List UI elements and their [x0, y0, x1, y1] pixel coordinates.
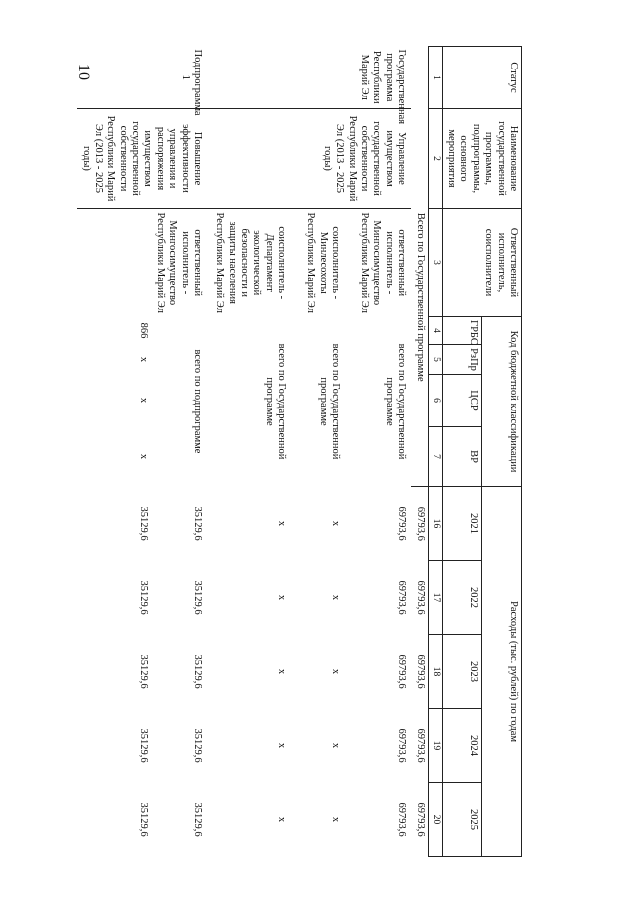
executor-cell: соисполнитель - Минлесохоты Республики Марий Эл: [305, 212, 342, 313]
header-csr: ЦСР: [442, 375, 482, 427]
value-cell: 35129,6: [191, 802, 203, 837]
value-cell: 69793,6: [414, 728, 426, 763]
code-cell: всего по подпрограмме: [191, 349, 203, 454]
value-cell: 35129,6: [191, 580, 203, 615]
value-cell: x: [276, 520, 288, 527]
value-cell: 35129,6: [138, 506, 150, 541]
table-row-total-program: [411, 47, 428, 857]
header-grbs: ГРБС: [442, 317, 482, 345]
value-cell: 69793,6: [396, 580, 408, 615]
column-number: 19: [428, 709, 442, 783]
column-number: 5: [428, 345, 442, 375]
executor-cell: соисполнитель - Департамент экологической безопасности и защиты населения Республики Марий Эл: [214, 212, 288, 313]
value-cell: x: [276, 668, 288, 675]
program-status: Государственная программа Республики Марий Эл: [359, 49, 408, 125]
value-cell: 69793,6: [396, 728, 408, 763]
value-cell: x: [330, 594, 342, 601]
column-number: 20: [428, 783, 442, 857]
value-cell: x: [330, 520, 342, 527]
header-vr: ВР: [442, 427, 482, 487]
value-cell: 35129,6: [138, 580, 150, 615]
value-cell: 69793,6: [414, 506, 426, 541]
code-cell: всего по Государственной программе: [317, 343, 342, 460]
header-executor: Ответственный исполнитель, соисполнители: [442, 209, 521, 317]
value-cell: x: [276, 742, 288, 749]
subprogram-status: Подпрограмма 1: [179, 49, 203, 116]
value-cell: x: [330, 742, 342, 749]
grbs-cell: 866: [138, 322, 150, 339]
value-cell: x: [330, 816, 342, 823]
budget-table: [77, 46, 522, 857]
column-number: 1: [428, 47, 442, 109]
header-budget-code: Код бюджетной классификации: [482, 317, 522, 487]
column-number: 3: [428, 209, 442, 317]
table-row-subprogram: [151, 47, 211, 857]
column-number-row: [428, 47, 442, 857]
header-year: 2024: [442, 709, 482, 783]
executor-cell: ответственный исполнитель - Мингосимущество Республики Марий Эл: [154, 212, 203, 313]
value-cell: x: [330, 668, 342, 675]
value-cell: 69793,6: [414, 580, 426, 615]
header-rzpr: РзПр: [442, 345, 482, 375]
header-status: Статус: [442, 47, 521, 109]
value-cell: 35129,6: [191, 506, 203, 541]
column-number: 2: [428, 109, 442, 209]
page-number: 10: [75, 64, 92, 80]
value-cell: 69793,6: [396, 654, 408, 689]
total-program-label: Всего по Государственной программе: [411, 109, 428, 487]
column-number: 17: [428, 561, 442, 635]
header-year: 2025: [442, 783, 482, 857]
header-name: Наименование государственной программы, подпрограммы, основного мероприятия: [442, 109, 521, 209]
column-number: 16: [428, 487, 442, 561]
value-cell: x: [276, 816, 288, 823]
header-year: 2021: [442, 487, 482, 561]
column-number: 7: [428, 427, 442, 487]
code-cell: всего по Государственной программе: [263, 343, 288, 460]
value-cell: 69793,6: [414, 654, 426, 689]
value-cell: 69793,6: [414, 802, 426, 837]
program-name: Управление имуществом государственной собственности Республики Марий Эл (2013 - 2025 годы): [211, 109, 411, 209]
value-cell: 35129,6: [138, 728, 150, 763]
header-year: 2023: [442, 635, 482, 709]
value-cell: 69793,6: [396, 802, 408, 837]
csr-cell: x: [138, 397, 150, 404]
value-cell: 35129,6: [138, 654, 150, 689]
value-cell: 69793,6: [396, 506, 408, 541]
column-number: 6: [428, 375, 442, 427]
value-cell: 35129,6: [191, 728, 203, 763]
executor-cell: ответственный исполнитель - Мингосимущество Республики Марий Эл: [359, 212, 408, 313]
header-year: 2022: [442, 561, 482, 635]
value-cell: 35129,6: [191, 654, 203, 689]
header-expenses: Расходы (тыс. рублей) по годам: [482, 487, 522, 857]
rzpr-cell: x: [138, 356, 150, 363]
value-cell: 35129,6: [138, 802, 150, 837]
vr-cell: x: [138, 453, 150, 460]
code-cell: всего по Государственной программе: [383, 343, 408, 460]
column-number: 4: [428, 317, 442, 345]
column-number: 18: [428, 635, 442, 709]
value-cell: x: [276, 594, 288, 601]
table-row-program: [343, 47, 411, 857]
subprogram-name: Повышение эффективности управления и распоряжения имуществом государственной собственности Республики Марий Эл (2013 - 2025 годы): [77, 109, 211, 209]
